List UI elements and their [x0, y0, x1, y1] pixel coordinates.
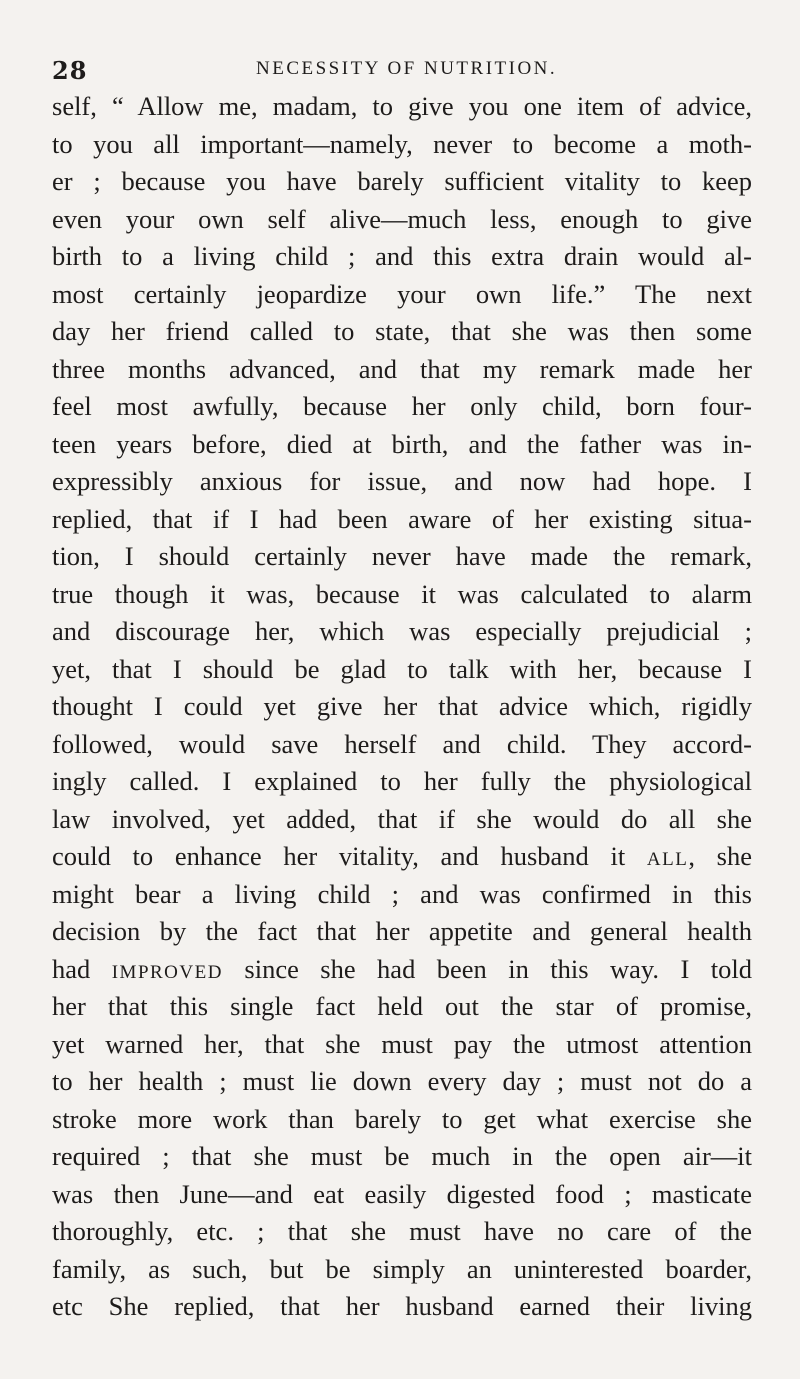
running-head-title: NECESSITY OF NUTRITION. [256, 58, 558, 79]
text-line [52, 838, 752, 876]
text-line: to you all important—namely, never to become a moth- [52, 128, 752, 159]
text-line: er ; because you have barely sufficient vitality to keep [52, 166, 752, 196]
text-line: law involved, yet added, that if she would do all she [52, 803, 752, 834]
text-line: teen years before, died at birth, and the father was in- [52, 428, 752, 459]
text-line: expressibly anxious for issue, and now had hope. I [52, 466, 752, 496]
text-line: replied, that if I had been aware of her existing situa- [52, 503, 752, 534]
text-line: thoroughly, etc. ; that she must have no care of the [52, 1216, 752, 1246]
text-line: ingly called. I explained to her fully the physiological [52, 766, 752, 796]
running-head [52, 56, 752, 88]
text-fragment: since she had been in this way. I told [222, 953, 752, 984]
text-line: day her friend called to state, that she was then some [52, 316, 752, 346]
text-line: and discourage her, which was especially prejudicial ; [52, 616, 752, 646]
text-line: yet warned her, that she must pay the utmost attention [52, 1028, 752, 1059]
body-text [52, 88, 752, 1326]
text-line: was then June—and eat easily digested food ; masticate [52, 1178, 752, 1209]
text-line: birth to a living child ; and this extra drain would al- [52, 241, 752, 271]
smallcaps-emphasis: ALL [646, 849, 689, 870]
text-fragment: , she [688, 841, 752, 871]
text-line: thought I could yet give her that advice which, rigidly [52, 691, 752, 721]
text-line: true though it was, because it was calculated to alarm [52, 578, 752, 609]
text-line: might bear a living child ; and was confirmed in this [52, 878, 752, 909]
text-line: to her health ; must lie down every day ; must not do a [52, 1066, 752, 1096]
text-fragment: had [52, 953, 112, 984]
text-line: family, as such, but be simply an uninterested boarder, [52, 1253, 752, 1284]
text-line: tion, I should certainly never have made the remark, [52, 541, 752, 571]
text-line [52, 951, 752, 989]
text-line: self, “ Allow me, madam, to give you one item of advice, [52, 91, 752, 121]
text-line: three months advanced, and that my remark made her [52, 353, 752, 384]
text-line: stroke more work than barely to get what exercise she [52, 1103, 752, 1134]
text-line: feel most awfully, because her only child, born four- [52, 391, 752, 421]
text-line: her that this single fact held out the star of promise, [52, 991, 752, 1021]
text-line: decision by the fact that her appetite and general health [52, 916, 752, 946]
text-line: etc She replied, that her husband earned their living [52, 1291, 752, 1321]
smallcaps-emphasis: IMPROVED [111, 961, 223, 983]
text-line: most certainly jeopardize your own life.” The next [52, 278, 752, 309]
text-line: followed, would save herself and child. They accord- [52, 728, 752, 759]
text-line: even your own self alive—much less, enough to give [52, 203, 752, 234]
page-number: 28 [52, 56, 88, 85]
text-line: yet, that I should be glad to talk with her, because I [52, 653, 752, 684]
text-fragment: could to enhance her vitality, and husband it [52, 841, 647, 871]
text-line: required ; that she must be much in the open air—it [52, 1141, 752, 1171]
